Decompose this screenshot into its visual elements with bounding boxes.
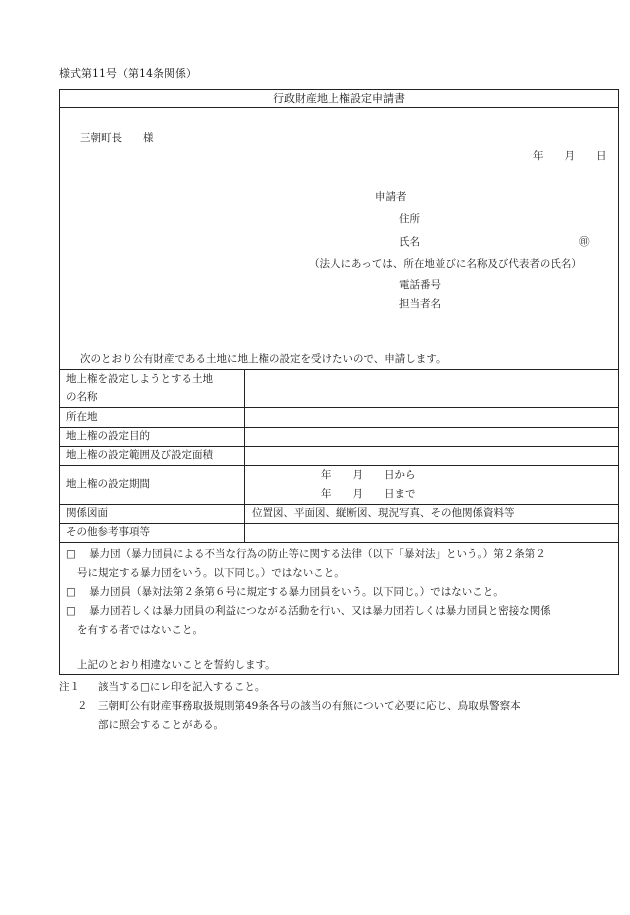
row-divider	[59, 427, 619, 428]
phone-label: 電話番号	[399, 279, 441, 291]
row-divider	[59, 407, 619, 408]
row-divider	[59, 542, 619, 543]
column-divider	[244, 369, 245, 542]
table-row: その他参考事項等	[66, 526, 150, 538]
request-statement: 次のとおり公有財産である土地に地上権の設定を受けたいので、申請します。	[80, 353, 447, 365]
addressee: 三朝町長 様	[80, 132, 154, 144]
form-title: 行政財産地上権設定申請書	[273, 92, 405, 105]
row-divider	[59, 523, 619, 524]
address-label: 住所	[399, 213, 420, 225]
corporate-note: （法人にあっては、所在地並びに名称及び代表者の氏名）	[309, 258, 582, 270]
table-row: 地上権の設定期間	[66, 478, 150, 490]
row-divider	[59, 446, 619, 447]
drawings-value: 位置図、平面図、縦断図、現況写真、その他関係資料等	[252, 507, 515, 519]
table-row: の名称	[66, 391, 98, 403]
note-2-text: 三朝町公有財産事務取扱規則第49条各号の該当の有無について必要に応じ、鳥取県警察本	[98, 700, 521, 712]
table-row: 所在地	[66, 411, 98, 423]
contact-label: 担当者名	[399, 298, 441, 310]
note-2-label: ２	[77, 700, 88, 712]
check-item-3-cont: を有する者ではないこと。	[77, 624, 203, 636]
period-from: 年 月 日から	[321, 469, 416, 481]
applicant-heading: 申請者	[375, 191, 407, 203]
note-1-label: 注１	[59, 681, 80, 693]
seal-mark-icon: ㊞	[579, 236, 590, 248]
note-1-text: 該当する□にレ印を記入すること。	[98, 681, 266, 693]
checkbox-icon[interactable]: □	[66, 586, 76, 598]
check-item-1-cont: 号に規定する暴力団をいう。以下同じ。）ではないこと。	[77, 567, 345, 579]
date-line: 年 月 日	[533, 150, 607, 162]
row-divider	[59, 465, 619, 466]
form-number: 様式第11号（第14条関係）	[59, 67, 197, 80]
table-top-line	[59, 369, 619, 370]
pledge-statement: 上記のとおり相違ないことを誓約します。	[77, 659, 276, 671]
title-divider	[59, 107, 619, 108]
check-item-3: 暴力団若しくは暴力団員の利益につながる活動を行い、又は暴力団若しくは暴力団員と密接な関係	[89, 605, 551, 617]
note-2-text-cont: 部に照会することがある。	[98, 719, 224, 731]
checkbox-icon[interactable]: □	[66, 605, 76, 617]
table-row: 地上権の設定範囲及び設定面積	[66, 449, 213, 461]
name-label: 氏名	[399, 236, 420, 248]
table-row: 関係図面	[66, 507, 108, 519]
check-item-1: 暴力団（暴力団員による不当な行為の防止等に関する法律（以下「暴対法」という。）第２条第２	[89, 548, 546, 560]
checkbox-icon[interactable]: □	[66, 548, 76, 560]
check-item-2: 暴力団員（暴対法第２条第６号に規定する暴力団員をいう。以下同じ。）ではないこと。	[89, 586, 504, 598]
period-to: 年 月 日まで	[321, 488, 416, 500]
table-row: 地上権の設定目的	[66, 430, 150, 442]
row-divider	[59, 504, 619, 505]
table-row: 地上権を設定しようとする土地	[66, 373, 213, 385]
